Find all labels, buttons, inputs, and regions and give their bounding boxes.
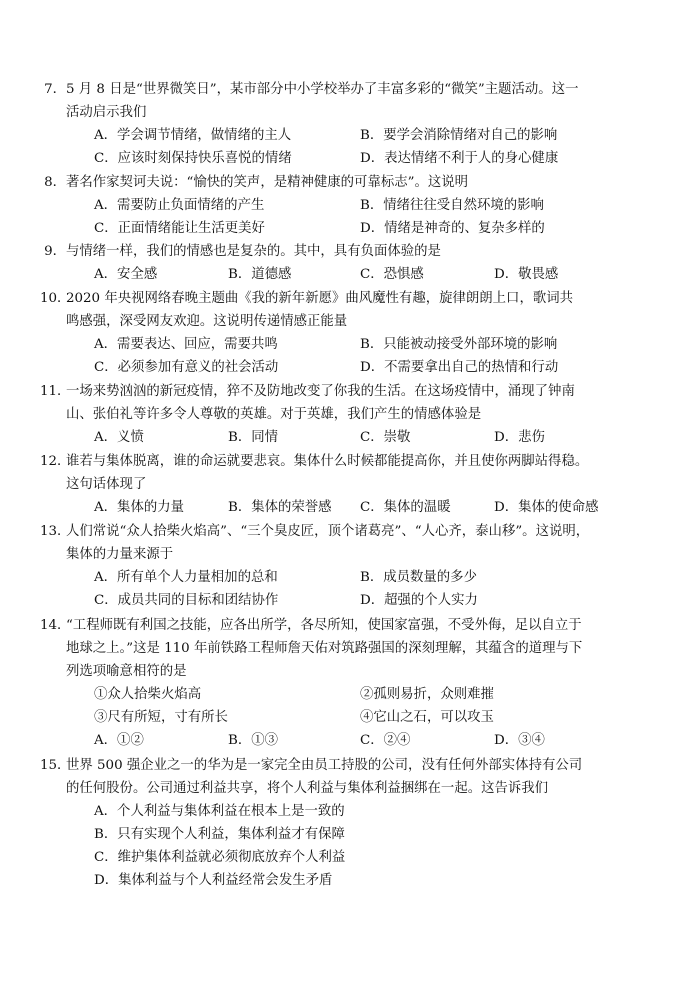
question-text: 鸣感强，深受网友欢迎。这说明传递情感正能量 (66, 314, 348, 329)
option-c: C．维护集体利益就必须彻底放弃个人利益 (94, 850, 346, 865)
option-c: C．必须参加有意义的社会活动 (94, 360, 279, 375)
option-b: B．同情 (228, 430, 279, 445)
statement-4: ④它山之石，可以攻玉 (360, 710, 494, 725)
option-d: D．表达情绪不利于人的身心健康 (360, 151, 559, 166)
question-text: 2020 年央视网络春晚主题曲《我的新年新愿》曲风魔性有趣，旋律朗朗上口，歌词共 (66, 291, 574, 306)
option-b: B．集体的荣誉感 (228, 500, 332, 515)
question-number: 14． (40, 618, 71, 633)
question-number: 10． (40, 291, 71, 306)
option-d: D．不需要拿出自己的热情和行动 (360, 360, 559, 375)
option-a: A．安全感 (94, 267, 158, 282)
option-c: C．恐惧感 (360, 267, 424, 282)
question-text: “工程师既有利国之技能，应各出所学，各尽所知，使国家富强，不受外侮，足以自立于 (66, 618, 582, 633)
option-b: B．道德感 (228, 267, 292, 282)
question-number: 7． (44, 82, 66, 97)
statement-2: ②孤则易折，众则难摧 (360, 687, 494, 702)
option-c: C．成员共同的目标和团结协作 (94, 593, 279, 608)
option-a: A．个人利益与集体利益在根本上是一致的 (94, 804, 345, 819)
question-number: 11． (40, 384, 71, 399)
question-7 (44, 78, 632, 170)
question-text: 这句话体现了 (66, 477, 147, 492)
question-number: 12． (40, 454, 71, 469)
question-12 (40, 450, 632, 519)
question-text: 列选项喻意相符的是 (66, 664, 187, 679)
statement-3: ③尺有所短，寸有所长 (94, 710, 228, 725)
question-number: 9． (44, 244, 66, 259)
question-number: 8． (44, 175, 66, 190)
option-d: D．超强的个人实力 (360, 593, 478, 608)
option-b: B．要学会消除情绪对自己的影响 (360, 128, 558, 143)
option-c: C．集体的温暖 (360, 500, 451, 515)
option-d: D．集体的使命感 (494, 500, 599, 515)
option-a: A．学会调节情绪，做情绪的主人 (94, 128, 292, 143)
option-c: C．正面情绪能让生活更美好 (94, 221, 265, 236)
question-text: 集体的力量来源于 (66, 547, 174, 562)
question-text: 活动启示我们 (66, 105, 147, 120)
option-d: D．敬畏感 (494, 267, 559, 282)
question-text: 与情绪一样，我们的情感也是复杂的。其中，具有负面体验的是 (66, 244, 441, 259)
option-b: B．成员数量的多少 (360, 570, 477, 585)
question-text: 的任何股份。公司通过利益共享，将个人利益与集体利益捆绑在一起。这告诉我们 (66, 781, 549, 796)
option-d: D．情绪是神奇的、复杂多样的 (360, 221, 545, 236)
option-a: A．需要表达、回应，需要共鸣 (94, 337, 278, 352)
question-15 (40, 754, 632, 892)
question-number: 15． (40, 758, 71, 773)
question-10 (40, 287, 632, 379)
question-text: 地球之上。”这是 110 年前铁路工程师詹天佑对筑路强国的深刻理解，其蕴含的道理与下 (66, 641, 583, 656)
question-14 (40, 614, 632, 752)
option-a: A．需要防止负面情绪的产生 (94, 198, 265, 213)
question-13 (40, 520, 632, 612)
question-text: 人们常说“众人拾柴火焰高”、“三个臭皮匠，顶个诸葛亮”、“人心齐，泰山移”。这说明， (66, 524, 590, 539)
question-8 (44, 171, 632, 240)
option-a: A．义愤 (94, 430, 144, 445)
option-c: C．应该时刻保持快乐喜悦的情绪 (94, 151, 292, 166)
option-a: A．①② (94, 733, 144, 748)
question-text: 山、张伯礼等许多令人尊敬的英雄。对于英雄，我们产生的情感体验是 (66, 407, 482, 422)
question-text: 谁若与集体脱离，谁的命运就要悲哀。集体什么时候都能提高你，并且使你两脚站得稳。 (66, 454, 589, 469)
question-text: 5 月 8 日是“世界微笑日”，某市部分中小学校举办了丰富多彩的“微笑”主题活动。这一 (66, 82, 579, 97)
option-c: C．崇敬 (360, 430, 411, 445)
option-d: D．③④ (494, 733, 545, 748)
question-text: 世界 500 强企业之一的华为是一家完全由员工持股的公司，没有任何外部实体持有公司 (66, 758, 583, 773)
question-9 (44, 240, 632, 286)
option-a: A．所有单个人力量相加的总和 (94, 570, 278, 585)
statement-1: ①众人拾柴火焰高 (94, 687, 202, 702)
question-text: 著名作家契诃夫说：“愉快的笑声，是精神健康的可靠标志”。这说明 (66, 175, 469, 190)
option-b: B．①③ (228, 733, 279, 748)
option-d: D．悲伤 (494, 430, 545, 445)
question-11 (40, 380, 632, 449)
option-c: C．②④ (360, 733, 411, 748)
question-number: 13． (40, 524, 71, 539)
option-b: B．情绪往往受自然环境的影响 (360, 198, 544, 213)
option-b: B．只有实现个人利益，集体利益才有保障 (94, 827, 345, 842)
option-a: A．集体的力量 (94, 500, 185, 515)
option-b: B．只能被动接受外部环境的影响 (360, 337, 558, 352)
option-d: D．集体利益与个人利益经常会发生矛盾 (94, 873, 333, 888)
question-text: 一场来势汹汹的新冠疫情，猝不及防地改变了你我的生活。在这场疫情中，涌现了钟南 (66, 384, 575, 399)
